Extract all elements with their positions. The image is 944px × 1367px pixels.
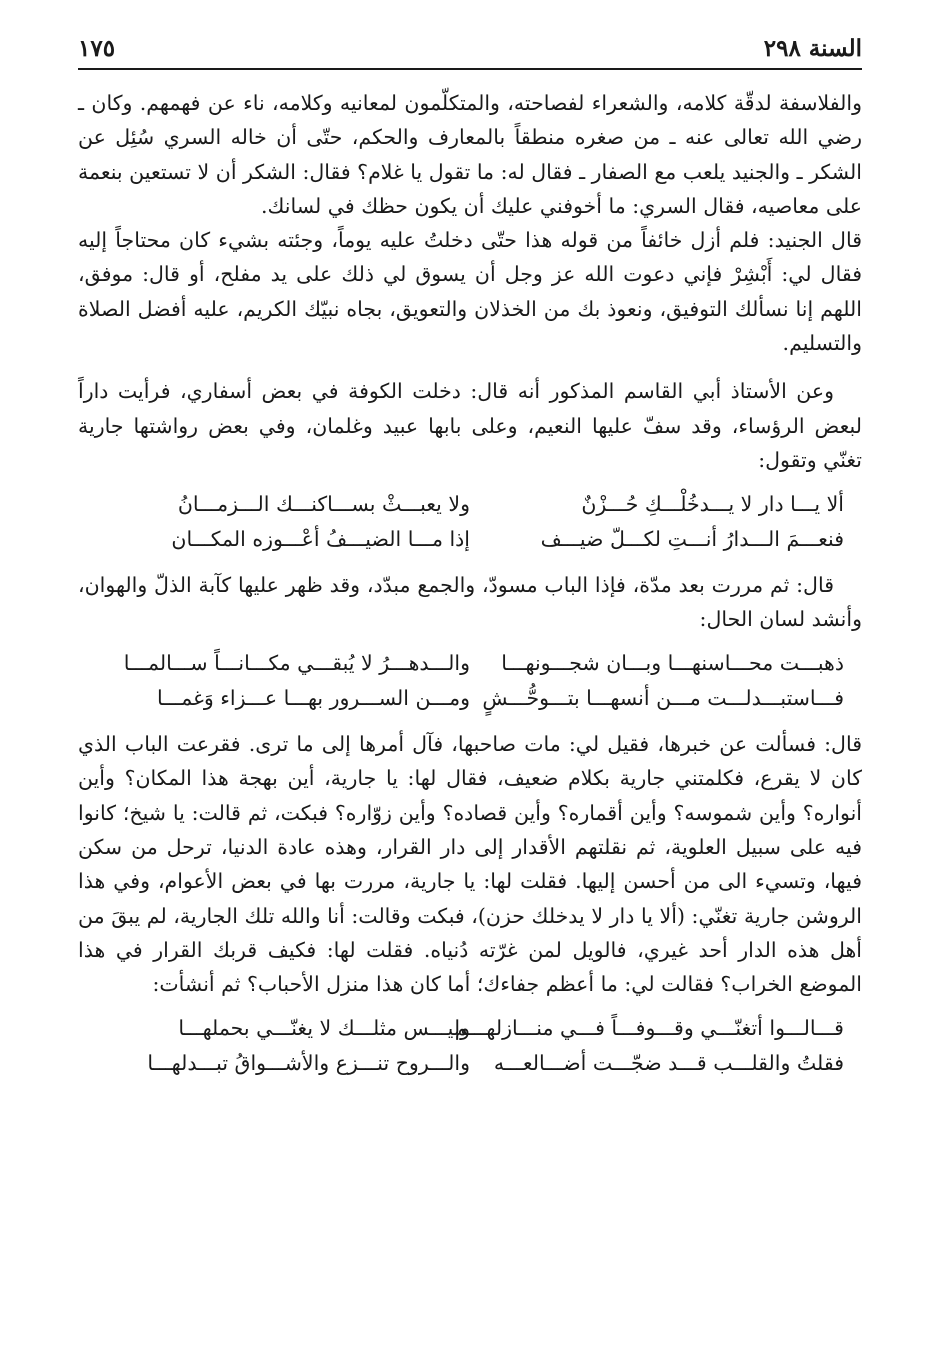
verse-line [78, 681, 862, 715]
verse-line [78, 487, 862, 521]
page-body [78, 86, 862, 1092]
running-head: السنة ٢٩٨ [763, 35, 862, 62]
verse-second-hemistich: ومـــن الســـرور بهـــا عـــزاء وَغمـــا [157, 685, 470, 710]
verse-first-hemistich: فنعـــمَ الـــدارُ أنـــتِ لكـــلّ ضيـــف [540, 526, 844, 551]
paragraph-1: والفلاسفة لدقّة كلامه، والشعراء لفصاحته، والمتكلّمون لمعانيه وكلامه، ناء عن فهمهم. وكان ـ رضي الله تعالى عنه ـ من صغره منطقاً بالمعارف والحكم، حتّى أن خاله السري سُئِل عن الشكر ـ والجنيد يلعب مع الصفار ـ فقال له: ما تقول يا غلام؟ فقال: الشكر أن لا تستعين بنعمة على معاصيه، فقال السري: ما أخوفني عليك أن يكون حظك في لسانك. [78, 91, 862, 218]
verse-second-hemistich: ولا يعبـــثْ بســـاكنـــك الـــزمـــانُ [177, 492, 470, 517]
verse-first-hemistich: ذهبـــت محـــاسنهـــا وبـــان شجـــونهـــا [501, 651, 844, 676]
verse-second-hemistich: والـــروح تنـــزع والأشـــواقُ تبـــدلهـــا [147, 1050, 470, 1075]
verse-first-hemistich: قـــالـــوا أتغنّـــي وقـــوفـــاً فـــي منـــازلهـــم [454, 1016, 844, 1041]
verse-line [78, 1011, 862, 1045]
paragraph-5: قال: فسألت عن خبرها، فقيل لي: مات صاحبها، فآل أمرها إلى ما ترى. فقرعت الباب الذي كان لا يقرع، فكلمتني جارية بكلام ضعيف، فقال لها: يا جارية، أين بهجة هذا المكان؟ وأين أنواره؟ وأين شموسه؟ وأين أقماره؟ وأين قصاده؟ وأين زوّاره؟ فبكت، ثم قالت: يا شيخ؛ كانوا فيه على سبيل العلوية، ثم نقلتهم الأقدار إلى دار القرار، وهذه عادة الدنيا، ترحل من سكن فيها، وتسيء الى من أحسن إليها. فقلت لها: يا جارية، مررت بها في بعض الأعوام، وفي هذا الروشن جارية تغنّي: (ألا يا دار لا يدخلك حزن)، فبكت وقالت: أنا والله تلك الجارية، لم يبقَ من أهل هذه الدار أحد غيري، فالويل لمن غرّته دُنياه. فقلت لها: فكيف قربك القرار في هذا الموضع الخراب؟ فقالت لي: ما أعظم جفاءك؛ أما كان هذا منزل الأحباب؟ ثم أنشأت: [78, 732, 862, 997]
verse-first-hemistich: فقلتُ والقلـــب قـــد ضجّـــت أضـــالعـــه [493, 1050, 844, 1075]
verse-second-hemistich: وليـــس مثلـــك لا يغنّـــي بحملهـــا [178, 1016, 470, 1041]
verse-second-hemistich: والـــدهـــرُ لا يُبقـــي مكـــانـــاً ســـالمـــا [123, 651, 470, 676]
verse-first-hemistich: ألا يـــا دار لا يـــدخُلْـــكِ حُـــزْنٌ [581, 492, 844, 517]
paragraph-4: قال: ثم مررت بعد مدّة، فإذا الباب مسودّ، والجمع مبدّد، وقد ظهر عليها كآبة الذلّ والهوان، وأنشد لسان الحال: [78, 572, 862, 632]
page-header [78, 34, 862, 70]
verse-line [78, 522, 862, 556]
page-number: ١٧٥ [78, 35, 116, 62]
paragraph-3: وعن الأستاذ أبي القاسم المذكور أنه قال: دخلت الكوفة في بعض أسفاري، فرأيت داراً لبعض الرؤساء، وقد سفّ عليها النعيم، وعلى بابها عبيد وغلمان، وفي بعض رواشتها جارية تغنّي وتقول: [78, 379, 862, 472]
paragraph-2: قال الجنيد: فلم أزل خائفاً من قوله هذا حتّى دخلتُ عليه يوماً، وجئته بشيء كان محتاجاً إليه فقال لي: أَبْشِرْ فإني دعوت الله عز وجل أن يسوق لي ذلك على يد مفلح، أو قال: موفق، اللهم إنا نسألك التوفيق، ونعوذ بك من الخذلان والتعويق، بجاه نبيّك الكريم، عليه أفضل الصلاة والتسليم. [78, 228, 862, 356]
poem-1 [78, 487, 862, 556]
poem-2 [78, 646, 862, 715]
poem-3 [78, 1011, 862, 1080]
verse-line [78, 1046, 862, 1080]
verse-second-hemistich: إذا مـــا الضيـــفُ أعْـــوزه المكـــان [171, 526, 470, 551]
verse-first-hemistich: فـــاستبـــدلـــت مـــن أنسهـــا بتـــوحُّـــشٍ [482, 685, 844, 710]
verse-line [78, 646, 862, 680]
